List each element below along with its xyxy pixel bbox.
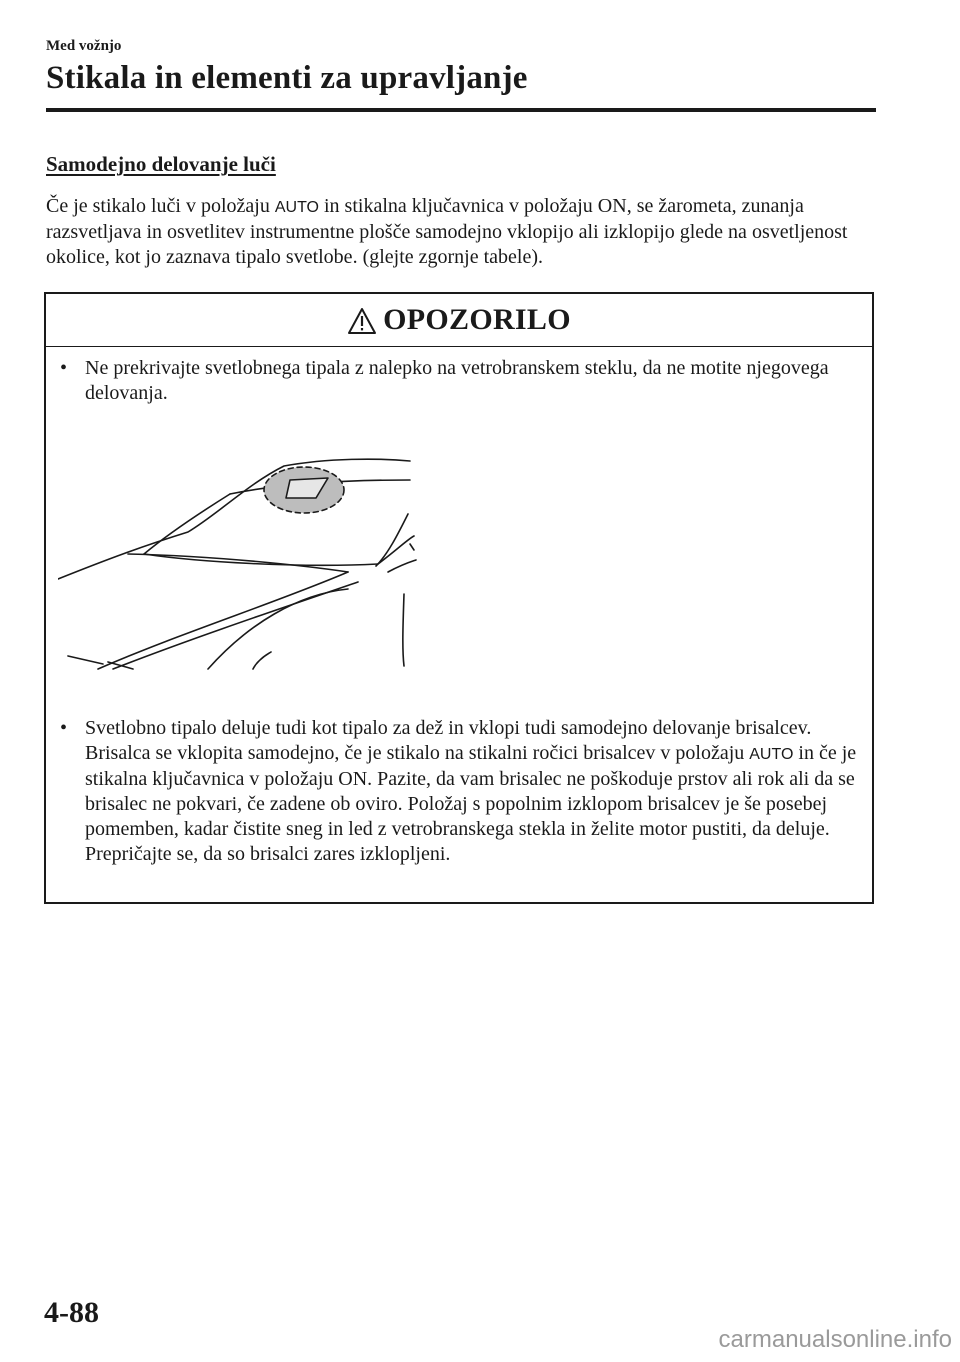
auto-label: AUTO: [274, 199, 319, 216]
watermark: carmanualsonline.info: [718, 1326, 952, 1353]
bullet-text: Ne prekrivajte svetlobnega tipala z nalepko na vetrobranskem steklu, da ne motite njegovega delovanja.: [85, 357, 829, 404]
bullet-dot: •: [60, 717, 68, 739]
header-divider: [46, 108, 876, 112]
warning-box: [44, 292, 874, 904]
windshield-light-sensor-illustration: [58, 454, 426, 676]
subsection-title: Samodejno delovanje luči: [46, 152, 276, 176]
warning-triangle-icon: [347, 307, 377, 335]
section-label: Med vožnjo: [46, 38, 122, 54]
warning-bullet: [60, 356, 860, 406]
bullet-dot: •: [60, 357, 68, 379]
auto-label: AUTO: [749, 746, 794, 763]
page-title: Stikala in elementi za upravljanje: [46, 60, 528, 96]
intro-paragraph: Če je stikalo luči v položaju AUTO in stikalna ključavnica v položaju ON, se žarometa, zunanja razsvetljava in osvetlitev instrumentne plošče samodejno vklopijo ali izklopijo glede na osvetljenost okolice, kot jo zaznava tipalo svetlobe. (glejte zgornje tabele).: [46, 195, 848, 268]
warning-header: [46, 294, 872, 347]
warning-title: OPOZORILO: [383, 303, 571, 336]
bullet-text: Svetlobno tipalo deluje tudi kot tipalo za dež in vklopi tudi samodejno delovanje brisalcev. Brisalca se vklopita samodejno, če je stikalo na stikalni ročici brisalcev v položaju AUTO in če je stikalna ključavnica v položaju ON. Pazite, da vam brisalec ne poškoduje prstov ali rok ali da se brisalec ne pokvari, če zadene ob oviro. Položaj s popolnim izklopom brisalcev je še posebej pomemben, kadar čistite sneg in led z vetrobranskega stekla in želite motor pustiti, da deluje. Prepričajte se, da so brisalci zares izklopljeni.: [85, 717, 857, 865]
page-number: 4-88: [44, 1296, 99, 1329]
warning-bullet: [60, 716, 860, 867]
